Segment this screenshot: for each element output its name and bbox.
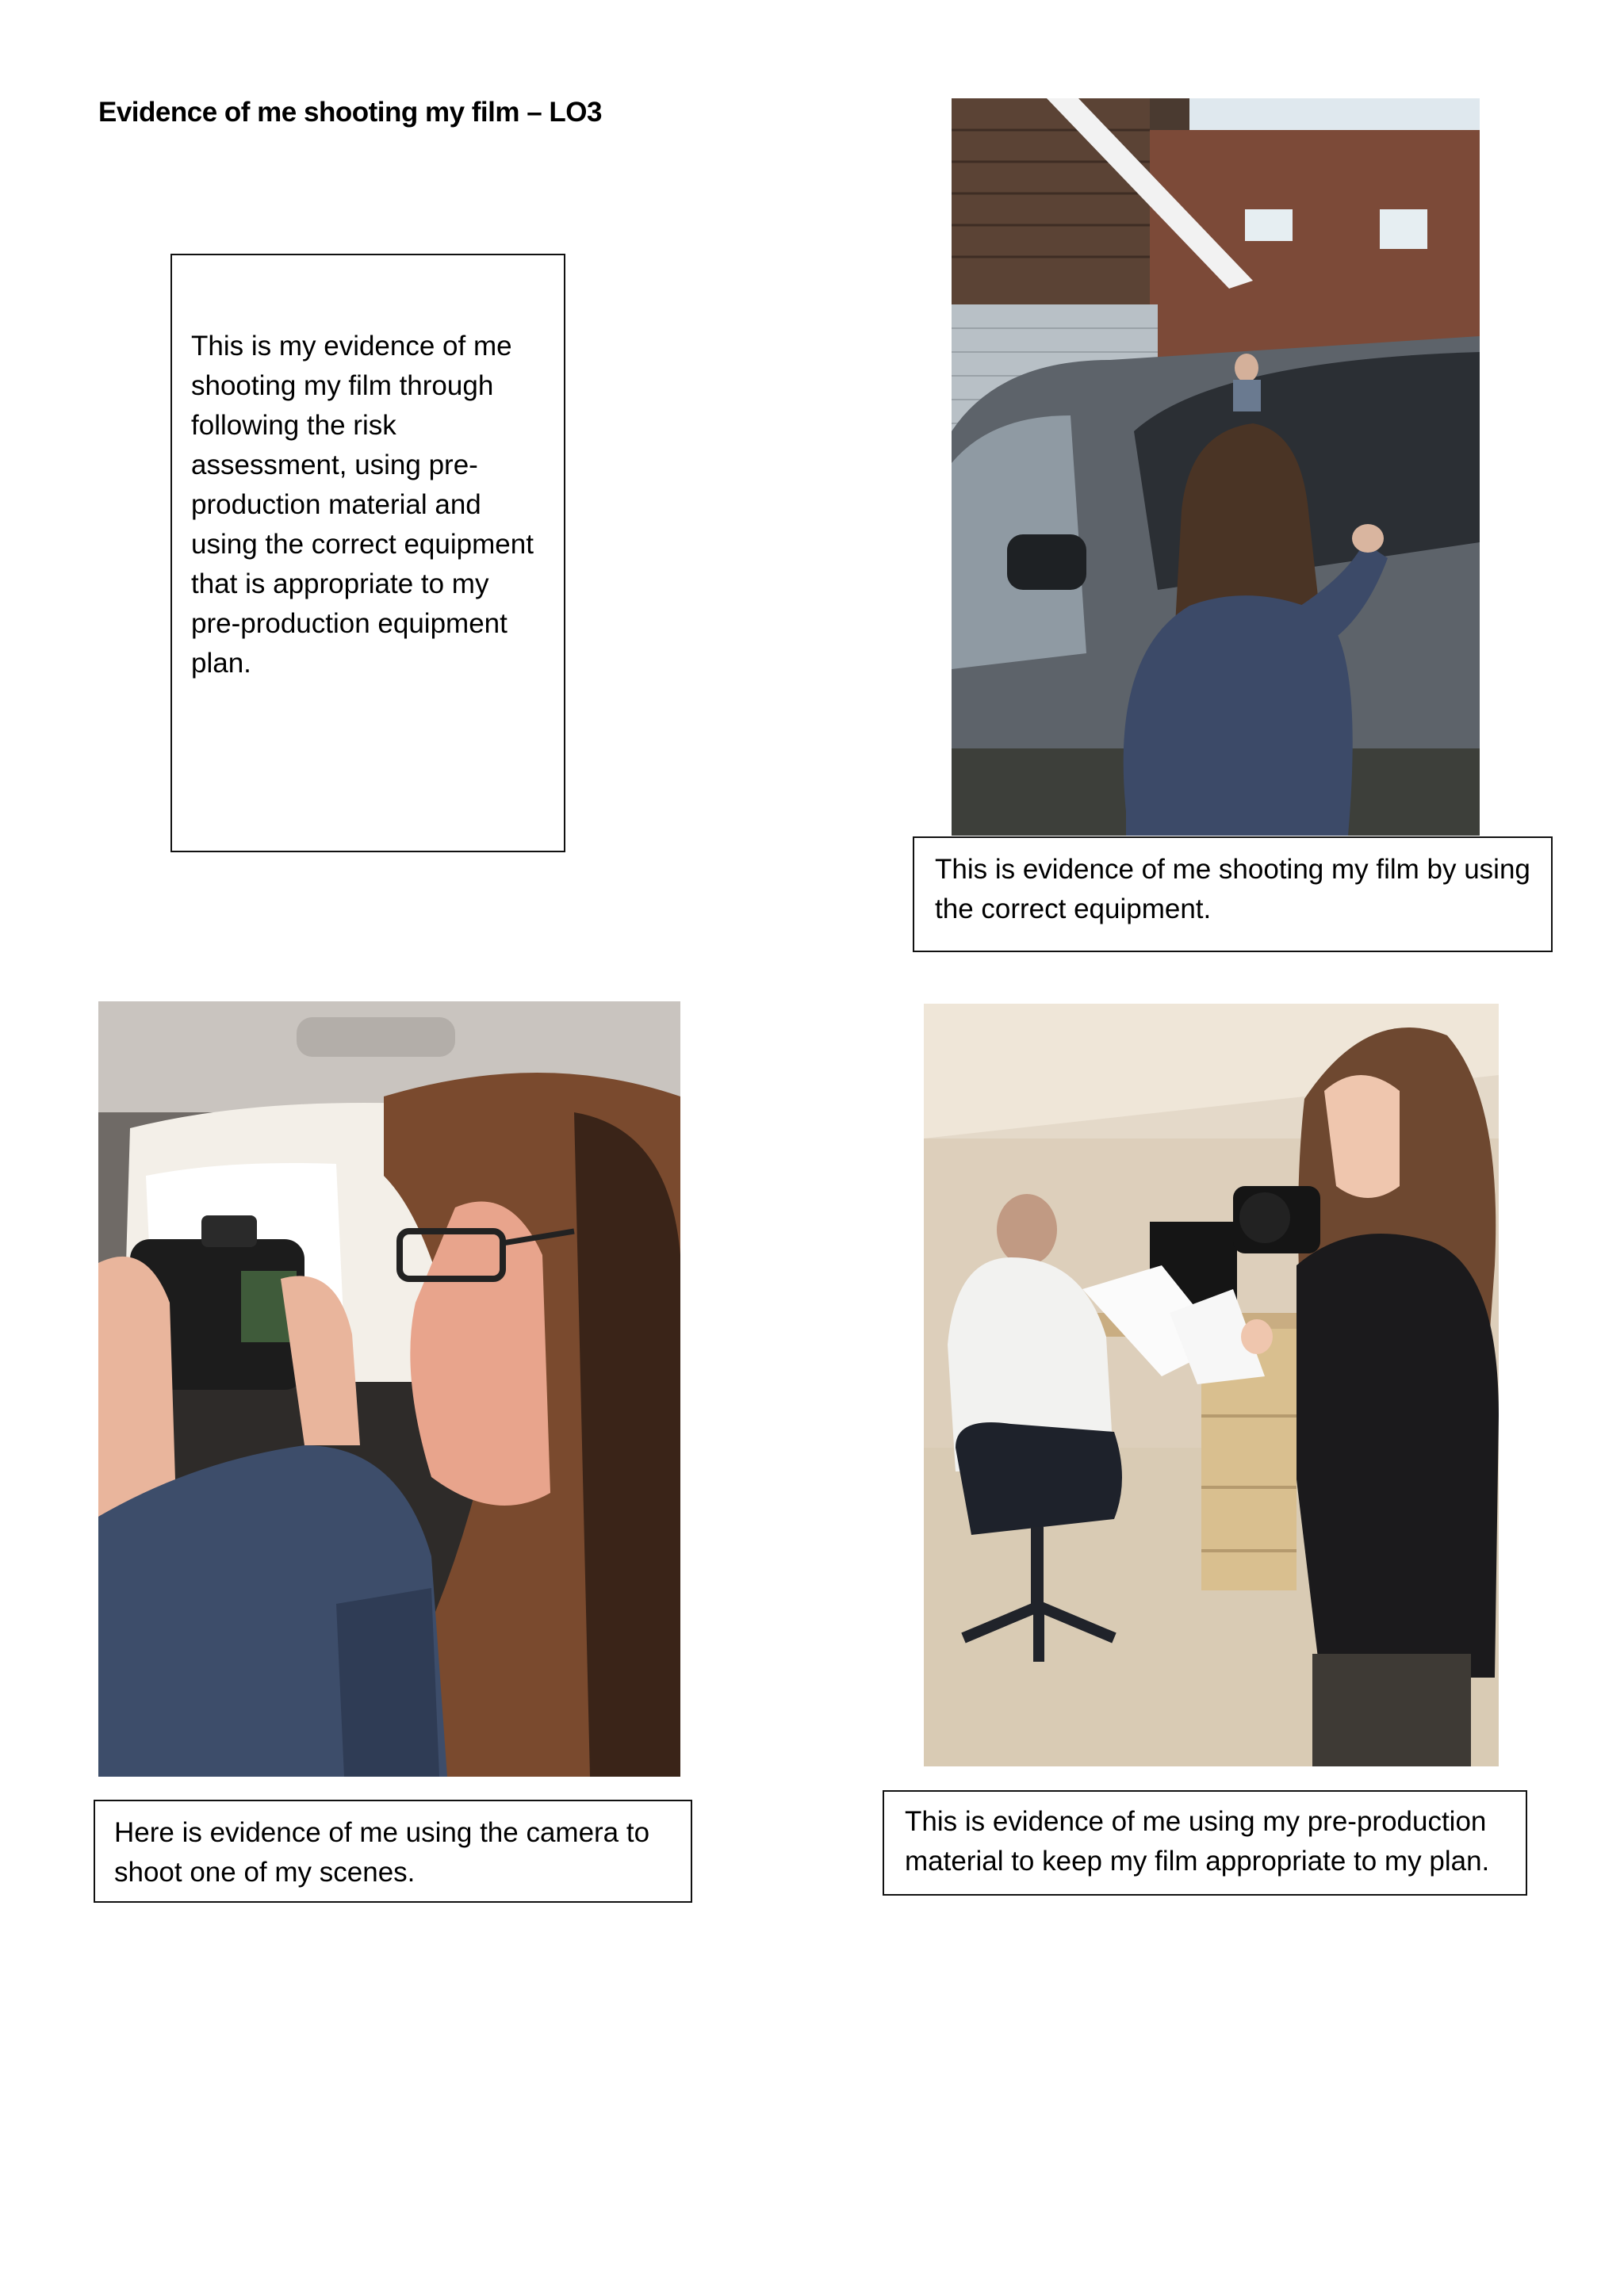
office-photo-caption-box	[883, 1790, 1527, 1896]
intro-text: This is my evidence of me shooting my film through following the risk assessment, using pre-production material and using the correct equipment that is appropriate to my pre-production equipment plan.	[191, 331, 534, 679]
car-photo	[952, 98, 1480, 836]
office-photo	[924, 1004, 1499, 1766]
photo-girl-at-car-icon	[952, 98, 1480, 836]
photo-girl-reading-script-in-office-icon	[924, 1004, 1499, 1766]
camera-photo-caption: Here is evidence of me using the camera to shoot one of my scenes.	[114, 1817, 650, 1888]
car-photo-caption-box	[913, 836, 1553, 952]
car-photo-caption: This is evidence of me shooting my film by using the correct equipment.	[935, 854, 1530, 924]
page-title: Evidence of me shooting my film – LO3	[98, 97, 602, 128]
camera-photo	[98, 1001, 680, 1777]
photo-girl-holding-camera-icon	[98, 1001, 680, 1777]
camera-photo-caption-box	[94, 1800, 692, 1903]
office-photo-caption: This is evidence of me using my pre-production material to keep my film appropriate to my plan.	[905, 1806, 1490, 1877]
intro-text-box	[170, 254, 565, 852]
